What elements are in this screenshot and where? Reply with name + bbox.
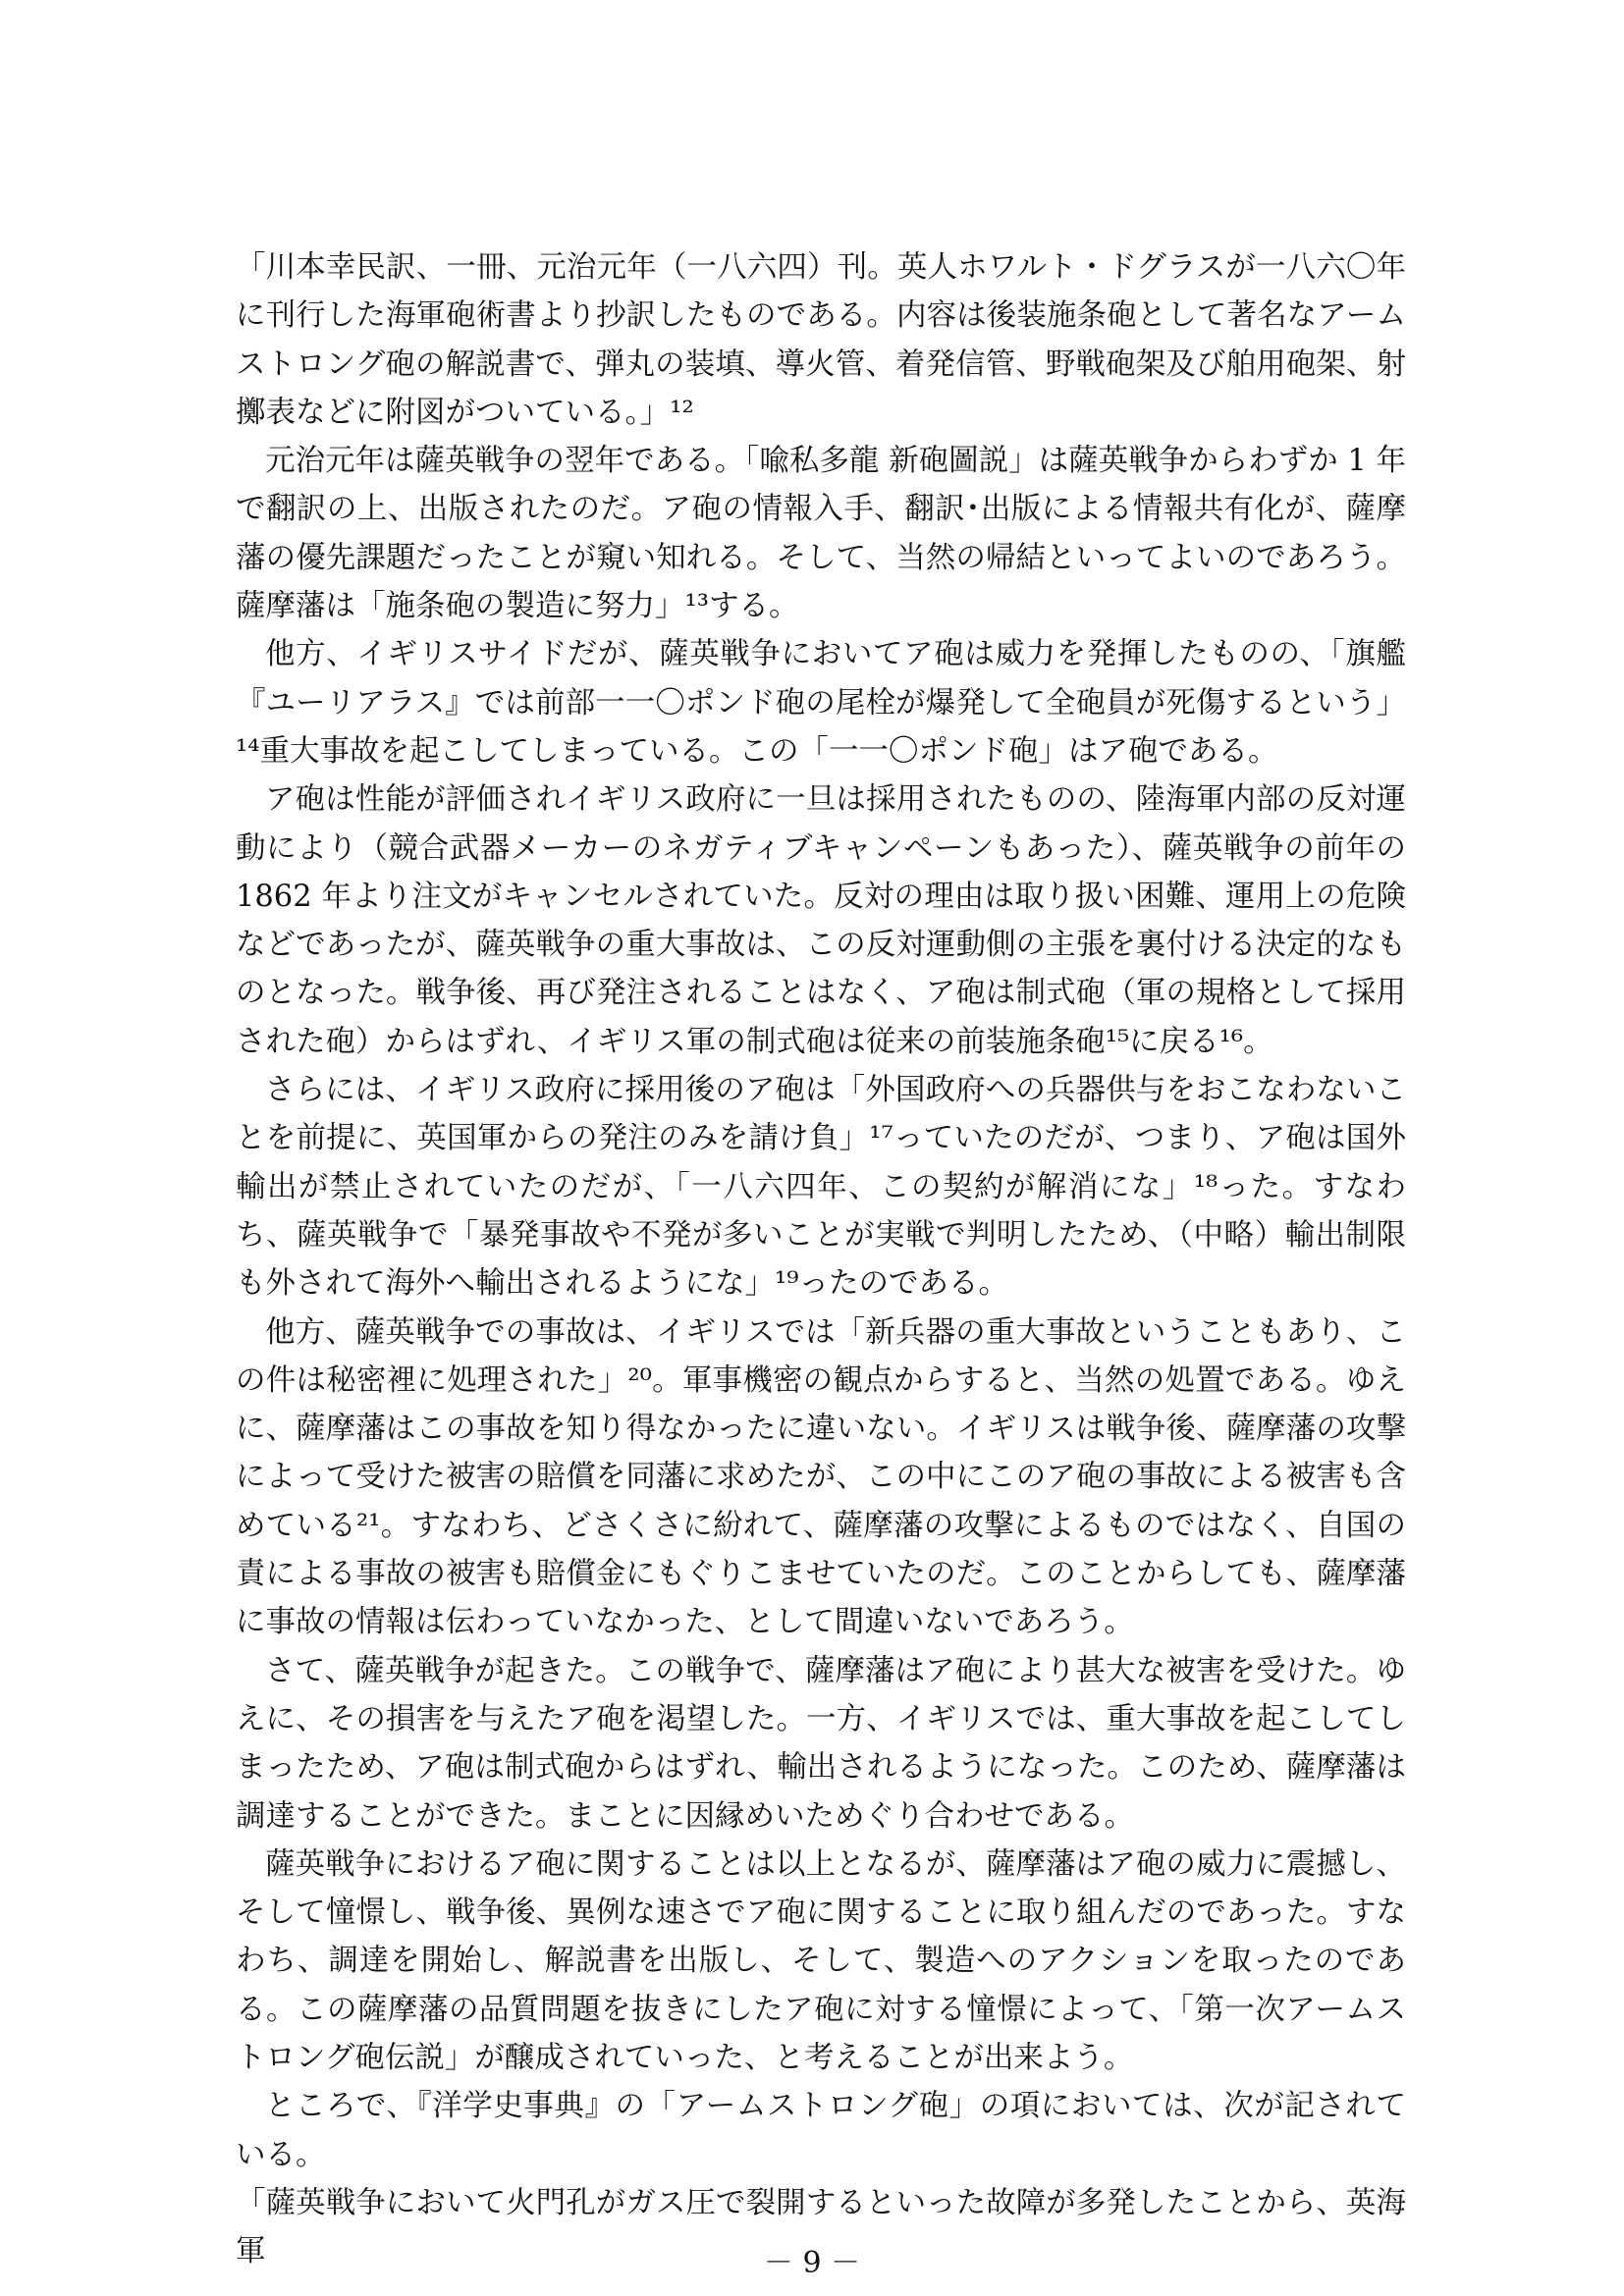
- paragraph-dictionary-intro: ところで、『洋学史事典』の「アームストロング砲」の項においては、次が記されている。: [236, 2089, 1406, 2172]
- paragraph-order-cancelled: ア砲は性能が評価されイギリス政府に一旦は採用されたものの、陸海軍内部の反対運動により（競合武器メーカーのネガティブキャンペーンもあった）、薩英戦争の前年の 1862 年より注文がキャンセルされていた。反対の理由は取り扱い困難、運用上の危険などであったが、薩英戦争の重大事故は、この反対運動側の主張を裏付ける決定的なものとなった。戦争後、再び発注されることはなく、ア砲は制式砲（軍の規格として採用された砲）からはずれ、イギリス軍の制式砲は従来の前装施条砲¹⁵に戻る¹⁶。: [236, 782, 1406, 1059]
- paragraph-war-occurred: さて、薩英戦争が起きた。この戦争で、薩摩藩はア砲により甚大な被害を受けた。ゆえに、その損害を与えたア砲を渇望した。一方、イギリスでは、重大事故を起こしてしまったため、ア砲は制式砲からはずれ、輸出されるようになった。このため、薩摩藩は調達することができた。まことに因縁めいためぐり合わせである。: [236, 1653, 1406, 1834]
- paragraph-armstrong-legend: 薩英戦争におけるア砲に関することは以上となるが、薩摩藩はア砲の威力に震撼し、そして憧憬し、戦争後、異例な速さでア砲に関することに取り組んだのであった。すなわち、調達を開始し、解説書を出版し、そして、製造へのアクションを取ったのである。この薩摩藩の品質問題を抜きにしたア砲に対する憧憬によって、「第一次アームストロング砲伝説」が醸成されていった、と考えることが出来よう。: [236, 1846, 1406, 2075]
- page-number: － 9 －: [763, 2246, 861, 2280]
- paragraph-quote-kawamoto: 「川本幸民訳、一冊、元治元年（一八六四）刊。英人ホワルト・ドグラスが一八六〇年に刊行した海軍砲術書より抄訳したものである。内容は後装施条砲として著名なアームストロング砲の解説書で、弾丸の装填、導火管、着発信管、野戦砲架及び舶用砲架、射擲表などに附図がついている。」¹²: [236, 250, 1406, 430]
- paragraph-dictionary-quote: 「薩英戦争において火門孔がガス圧で裂開するといった故障が多発したことから、英海軍: [236, 2185, 1406, 2269]
- paragraph-british-side-accident: 他方、イギリスサイドだが、薩英戦争においてア砲は威力を発揮したものの、「旗艦『ユーリアラス』では前部一一〇ポンド砲の尾栓が爆発して全砲員が死傷するという」¹⁴重大事故を起こしてしまっている。この「一一〇ポンド砲」はア砲である。: [236, 637, 1406, 769]
- paragraph-export-ban: さらには、イギリス政府に採用後のア砲は「外国政府への兵器供与をおこなわないことを前提に、英国軍からの発注のみを請け負」¹⁷っていたのだが、つまり、ア砲は国外輸出が禁止されていたのだが、「一八六四年、この契約が解消にな」¹⁸った。すなわち、薩英戦争で「暴発事故や不発が多いことが実戦で判明したため、（中略）輸出制限も外されて海外へ輸出されるようにな」¹⁹ったのである。: [236, 1073, 1406, 1302]
- paragraph-secret-handling: 他方、薩英戦争での事故は、イギリスでは「新兵器の重大事故ということもあり、この件は秘密裡に処理された」²⁰。軍事機密の観点からすると、当然の処置である。ゆえに、薩摩藩はこの事故を知り得なかったに違いない。イギリスは戦争後、薩摩藩の攻撃によって受けた被害の賠償を同藩に求めたが、この中にこのア砲の事故による被害も含めている²¹。すなわち、どさくさに紛れて、薩摩藩の攻撃によるものではなく、自国の責による事故の被害も賠償金にもぐりこませていたのだ。このことからしても、薩摩藩に事故の情報は伝わっていなかった、として間違いないであろう。: [236, 1314, 1406, 1640]
- paragraph-genji-gannen: 元治元年は薩英戦争の翌年である。「喩私多龍 新砲圖説」は薩英戦争からわずか 1 年で翻訳の上、出版されたのだ。ア砲の情報入手、翻訳･出版による情報共有化が、薩摩藩の優先課題だったことが窺い知れる。そして、当然の帰結といってよいのであろう。薩摩藩は「施条砲の製造に努力」¹³する。: [236, 444, 1406, 624]
- document-body: [236, 243, 1406, 2275]
